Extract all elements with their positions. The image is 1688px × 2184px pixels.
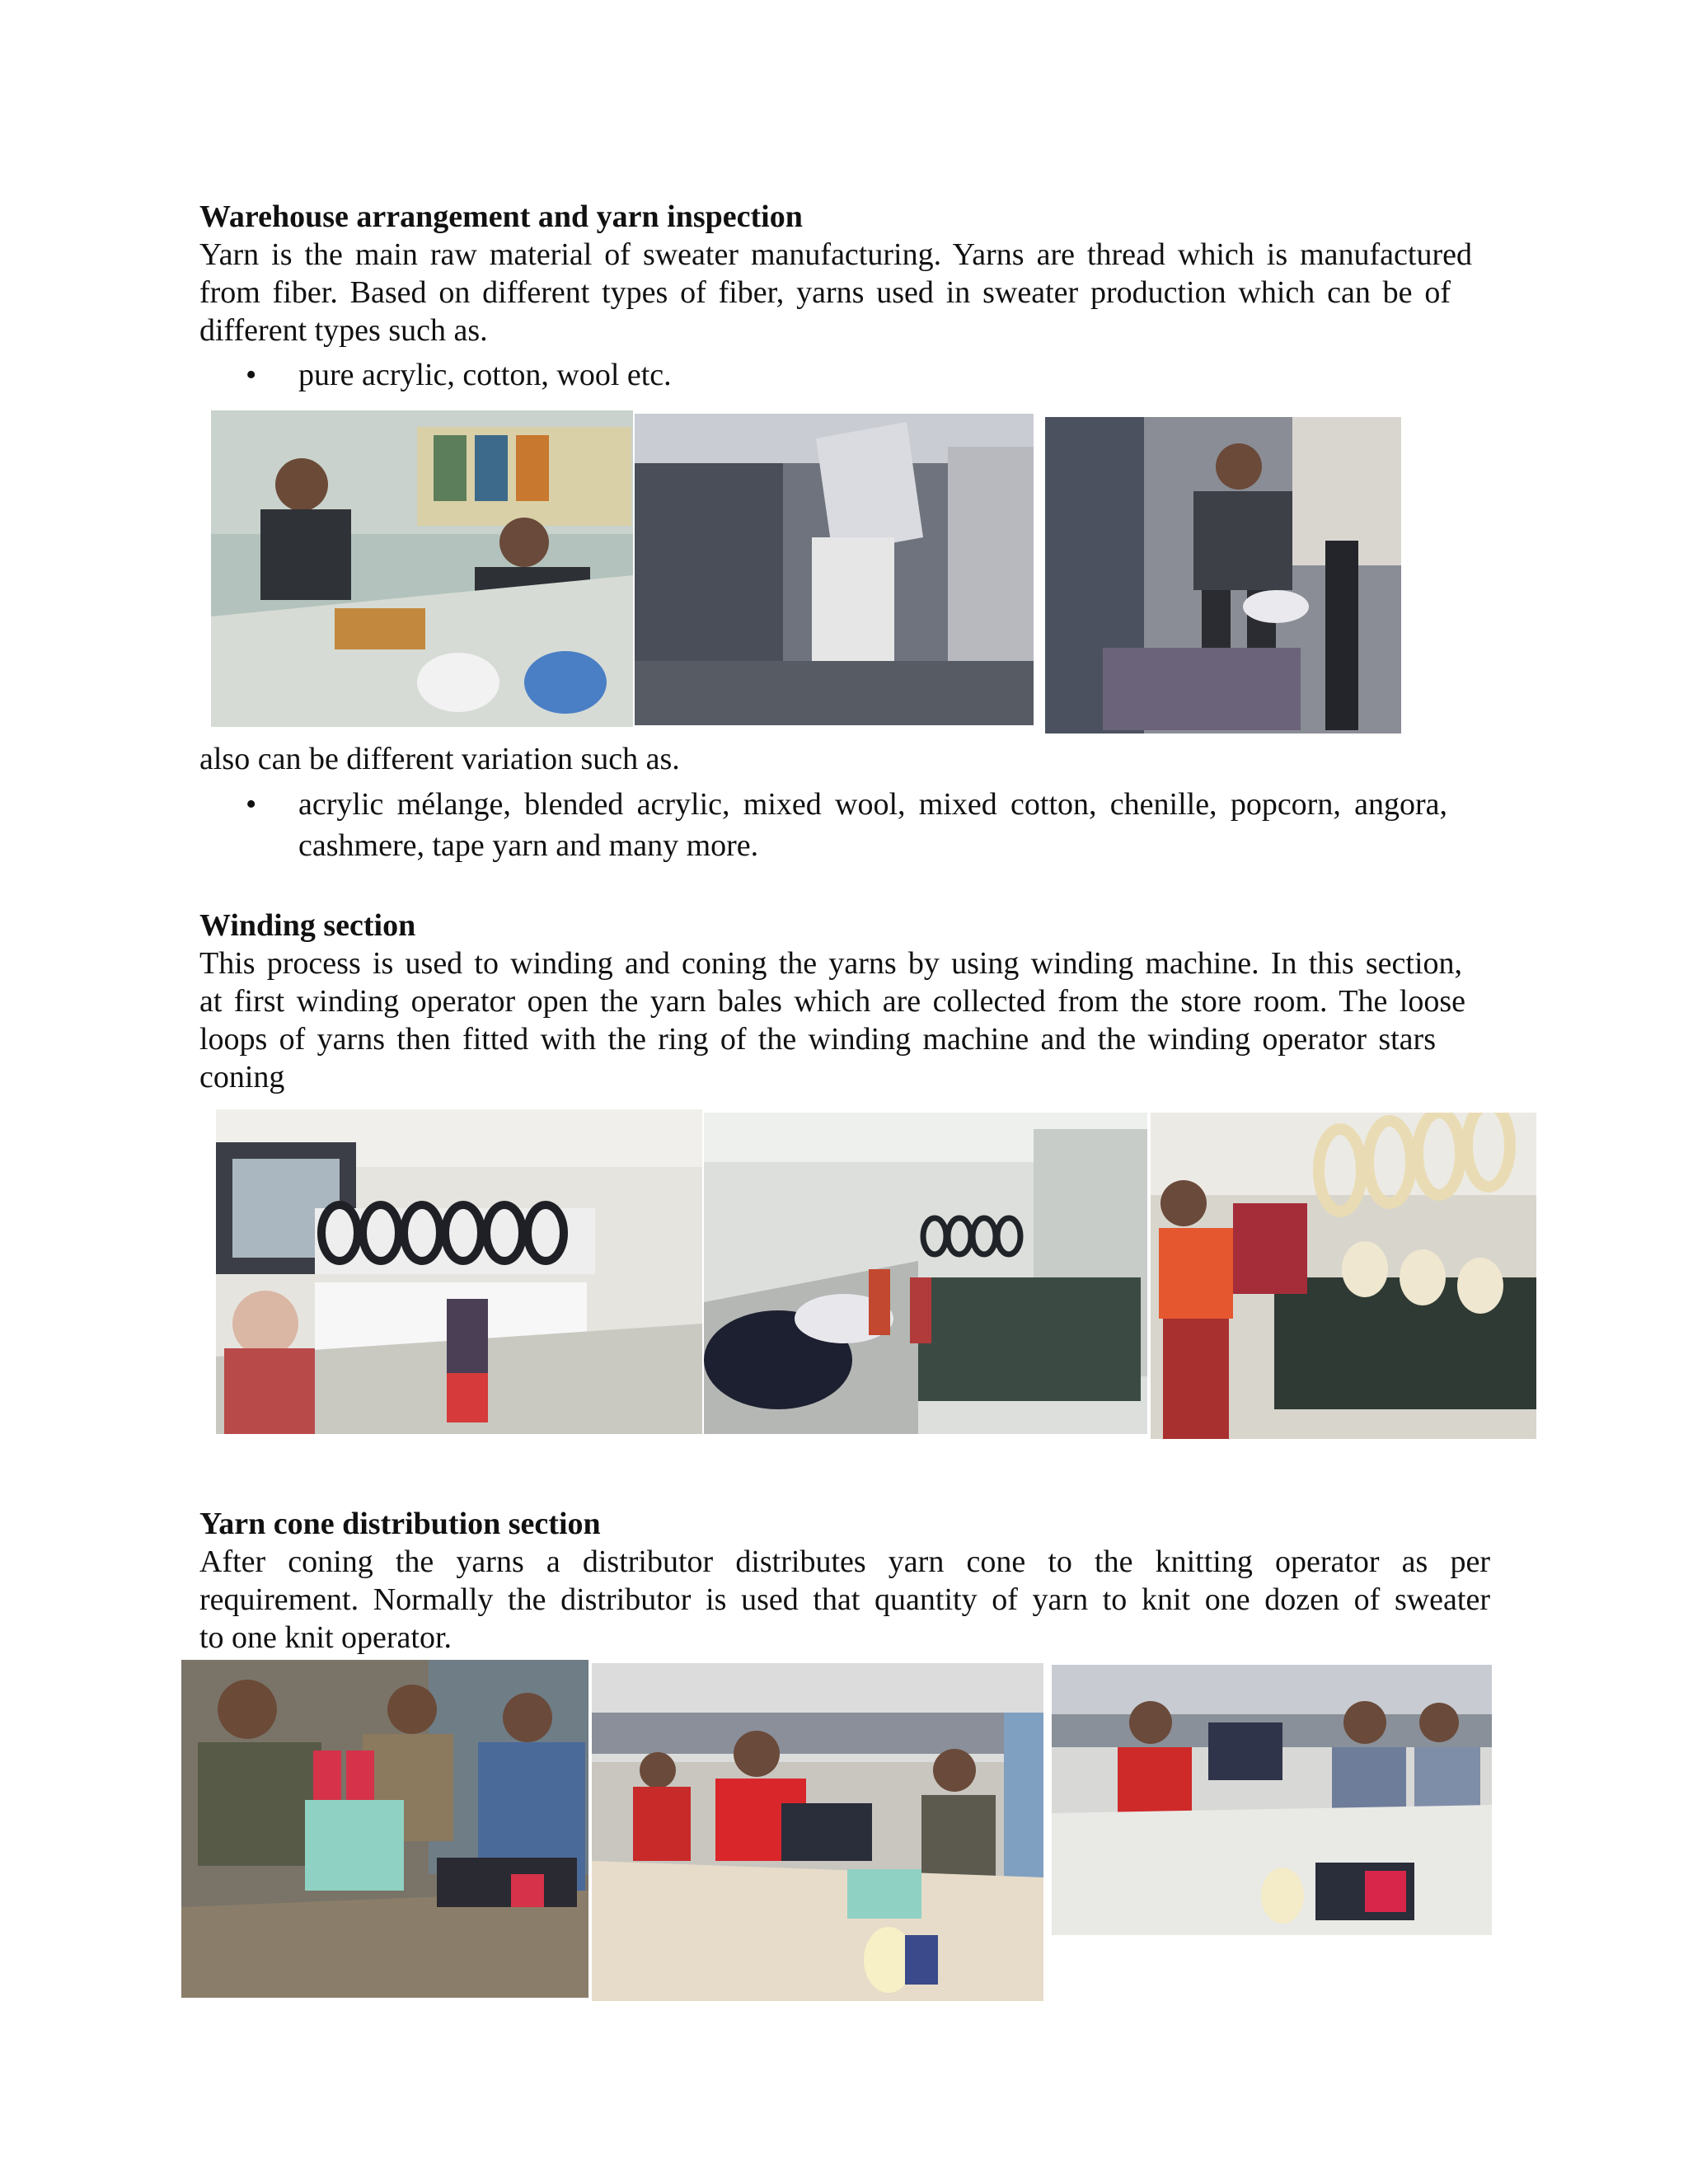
photo-distribution-handover [1052, 1665, 1492, 1935]
bullet-glyph: • [246, 787, 257, 822]
heading-distribution: Yarn cone distribution section [199, 1507, 601, 1541]
photo-warehouse-weighing [1045, 417, 1401, 733]
paragraph-line: loops of yarns then fitted with the ring of the winding machine and the winding operator stars [199, 1022, 1436, 1057]
bullet-item: pure acrylic, cotton, wool etc. [298, 358, 672, 392]
heading-warehouse: Warehouse arrangement and yarn inspection [199, 199, 803, 234]
photo-winding-operator [1151, 1113, 1536, 1439]
paragraph-line: different types such as. [199, 313, 488, 348]
photo-warehouse-desk [211, 410, 633, 727]
paragraph-line: also can be different variation such as. [199, 742, 680, 776]
photo-winding-hall [704, 1113, 1147, 1434]
paragraph-line: from fiber. Based on different types of fiber, yarns used in sweater production which can be of [199, 275, 1451, 310]
paragraph-line: This process is used to winding and coning the yarns by using winding machine. In this section, [199, 946, 1462, 981]
bullet-item: cashmere, tape yarn and many more. [298, 828, 759, 863]
photo-distribution-counter [592, 1663, 1043, 2001]
heading-winding: Winding section [199, 908, 416, 943]
photo-distribution-scale [181, 1660, 588, 1998]
bullet-item: acrylic mélange, blended acrylic, mixed wool, mixed cotton, chenille, popcorn, angora, [298, 787, 1447, 822]
bullet-glyph: • [246, 358, 257, 392]
paragraph-line: coning [199, 1060, 285, 1094]
paragraph-line: requirement. Normally the distributor is used that quantity of yarn to knit one dozen of sweater [199, 1582, 1490, 1617]
paragraph-line: at first winding operator open the yarn bales which are collected from the store room. The loose [199, 984, 1465, 1019]
photo-warehouse-carrying [635, 414, 1034, 725]
paragraph-line: Yarn is the main raw material of sweater manufacturing. Yarns are thread which is manufactured [199, 237, 1472, 272]
paragraph-line: to one knit operator. [199, 1620, 452, 1655]
photo-winding-floor [216, 1109, 702, 1434]
paragraph-line: After coning the yarns a distributor distributes yarn cone to the knitting operator as per [199, 1544, 1490, 1579]
